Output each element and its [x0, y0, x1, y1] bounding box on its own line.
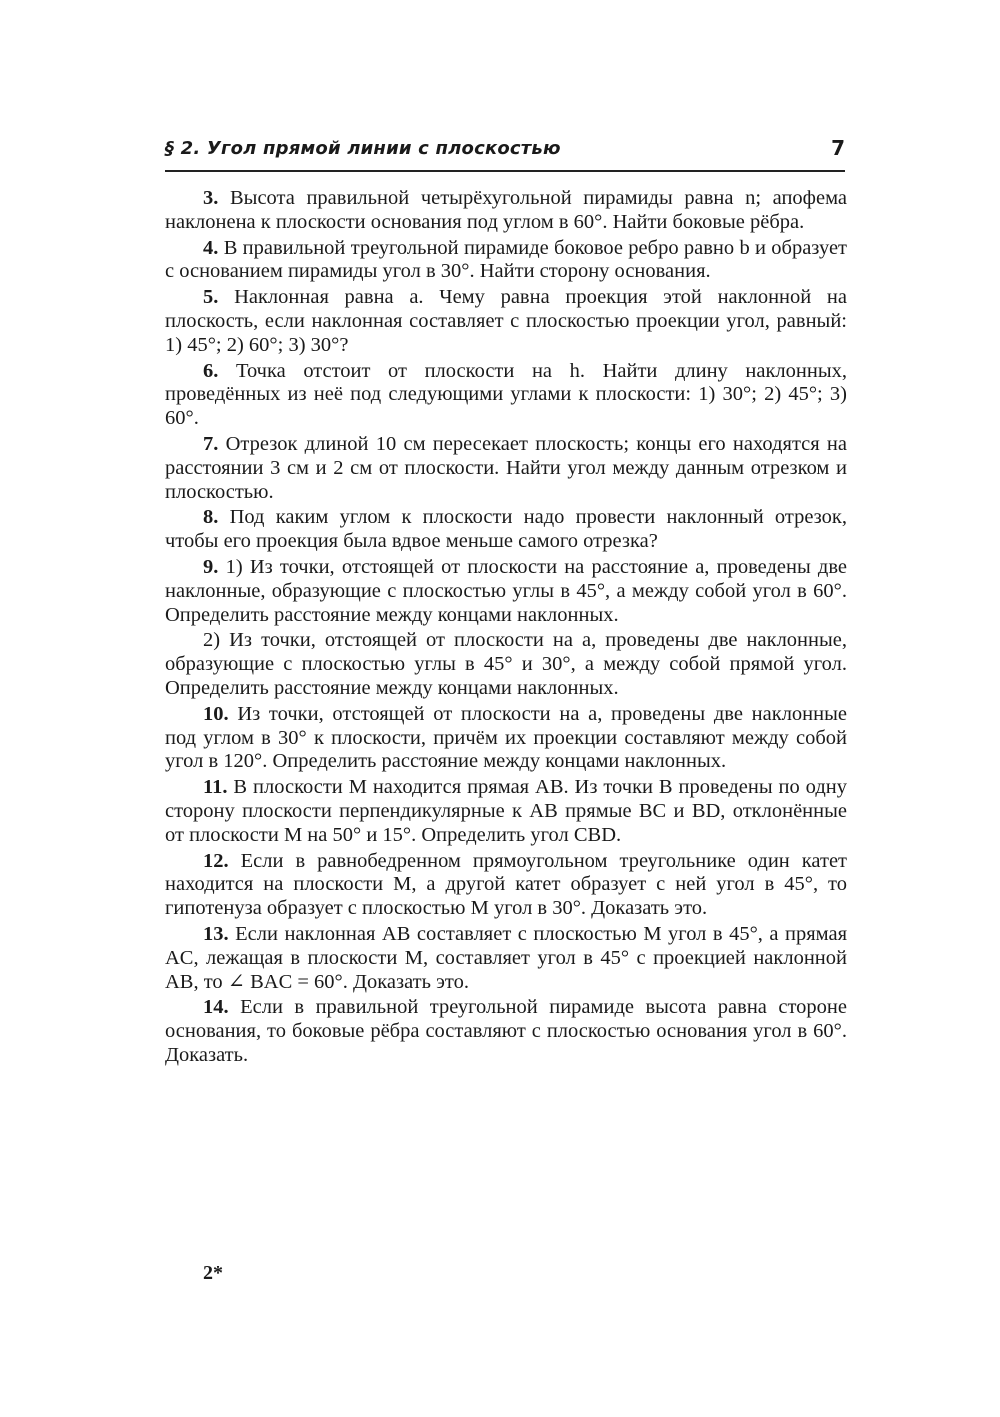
problem-text: Отрезок длиной 10 см пересекает плоскость; концы его находятся на расстоянии 3 см и 2 см от плоскости. Найти угол между данным отрезком и плоскостью.: [165, 432, 848, 503]
problem-12: [165, 850, 847, 921]
problem-text: Точка отстоит от плоскости на h. Найти длину наклонных, проведённых из неё под следующими углами к плоскости: 1) 30°; 2) 45°; 3) 60°.: [165, 359, 847, 430]
problem-text: В правильной треугольной пирамиде боковое ребро равно b и образует с основанием пирамиды угол в 30°. Найти сторону основания.: [165, 236, 848, 283]
problem-5: [165, 286, 847, 357]
header-rule: [165, 170, 845, 172]
problem-number: 12.: [203, 849, 229, 872]
problem-8: [165, 506, 847, 554]
problem-number: 14.: [203, 996, 229, 1019]
problem-10: [165, 703, 847, 774]
problem-11: [165, 776, 847, 847]
problem-13: [165, 923, 847, 994]
problem-number: 7.: [203, 432, 219, 455]
problem-number: 5.: [203, 286, 219, 309]
problem-3: [165, 187, 847, 235]
problem-number: 11.: [203, 776, 228, 799]
page-number: 7: [831, 136, 845, 160]
problem-text: Если в равнобедренном прямоугольном треугольнике один катет находится на плоскости M, а другой катет образует с ней угол в 45°, то гипотенуза образует с плоскостью M угол в 30°. Доказать это.: [165, 849, 847, 920]
problem-number: 6.: [203, 359, 219, 382]
problem-7: [165, 433, 847, 504]
problem-6: [165, 360, 847, 431]
problem-14: [165, 996, 847, 1067]
problem-text: 1) Из точки, отстоящей от плоскости на расстояние a, проведены две наклонные, образующие с плоскостью углы в 45°, а между собой угол в 60°. Определить расстояние между концами наклонных.: [165, 555, 848, 626]
problem-text: Если в правильной треугольной пирамиде высота равна стороне основания, то боковые рёбра составляют с плоскостью основания угол в 60°. Доказать.: [165, 996, 847, 1066]
problem-text: Наклонная равна a. Чему равна проекция этой наклонной на плоскость, если наклонная составляет с плоскостью проекции угол, равный: 1) 45°; 2) 60°; 3) 30°?: [165, 286, 847, 356]
signature-mark: 2*: [203, 1262, 223, 1284]
problem-text: В плоскости M находится прямая AB. Из точки B проведены по одну сторону плоскости перпендикулярные к AB прямые BC и BD, отклонённые от плоскости M на 50° и 15°. Определить угол CBD.: [165, 776, 847, 846]
problem-text: Высота правильной четырёхугольной пирамиды равна n; апофема наклонена к плоскости основания под углом в 60°. Найти боковые рёбра.: [165, 187, 847, 233]
problem-text: 2) Из точки, отстоящей от плоскости на a, проведены две наклонные, образующие с плоскостью углы в 45° и 30°, а между собой прямой угол. Определить расстояние между концами наклонных.: [165, 629, 847, 699]
problem-text: Из точки, отстоящей от плоскости на a, проведены две наклонные под углом в 30° к плоскости, причём их проекции составляют между собой угол в 120°. Определить расстояние между концами наклонных.: [165, 702, 847, 773]
problem-text: Под каким углом к плоскости надо провести наклонный отрезок, чтобы его проекция была вдвое меньше самого отрезка?: [165, 506, 847, 553]
problem-number: 4.: [203, 236, 219, 259]
problem-number: 3.: [203, 187, 219, 209]
problem-number: 10.: [203, 702, 229, 725]
problem-number: 8.: [203, 506, 219, 529]
problem-text: Если наклонная AB составляет с плоскостью M угол в 45°, а прямая AC, лежащая в плоскости M, составляет угол в 45° с проекцией наклонной AB, то ∠ BAC = 60°. Доказать это.: [165, 922, 847, 993]
running-header: [165, 138, 845, 166]
problem-list: [165, 187, 847, 1070]
problem-4: [165, 237, 847, 285]
problem-number: 13.: [203, 922, 229, 945]
problem-number: 9.: [203, 555, 219, 578]
problem-9-part-2: [165, 629, 847, 700]
problem-9-part-1: [165, 556, 847, 627]
section-title: § 2. Угол прямой линии с плоскостью: [165, 138, 561, 159]
